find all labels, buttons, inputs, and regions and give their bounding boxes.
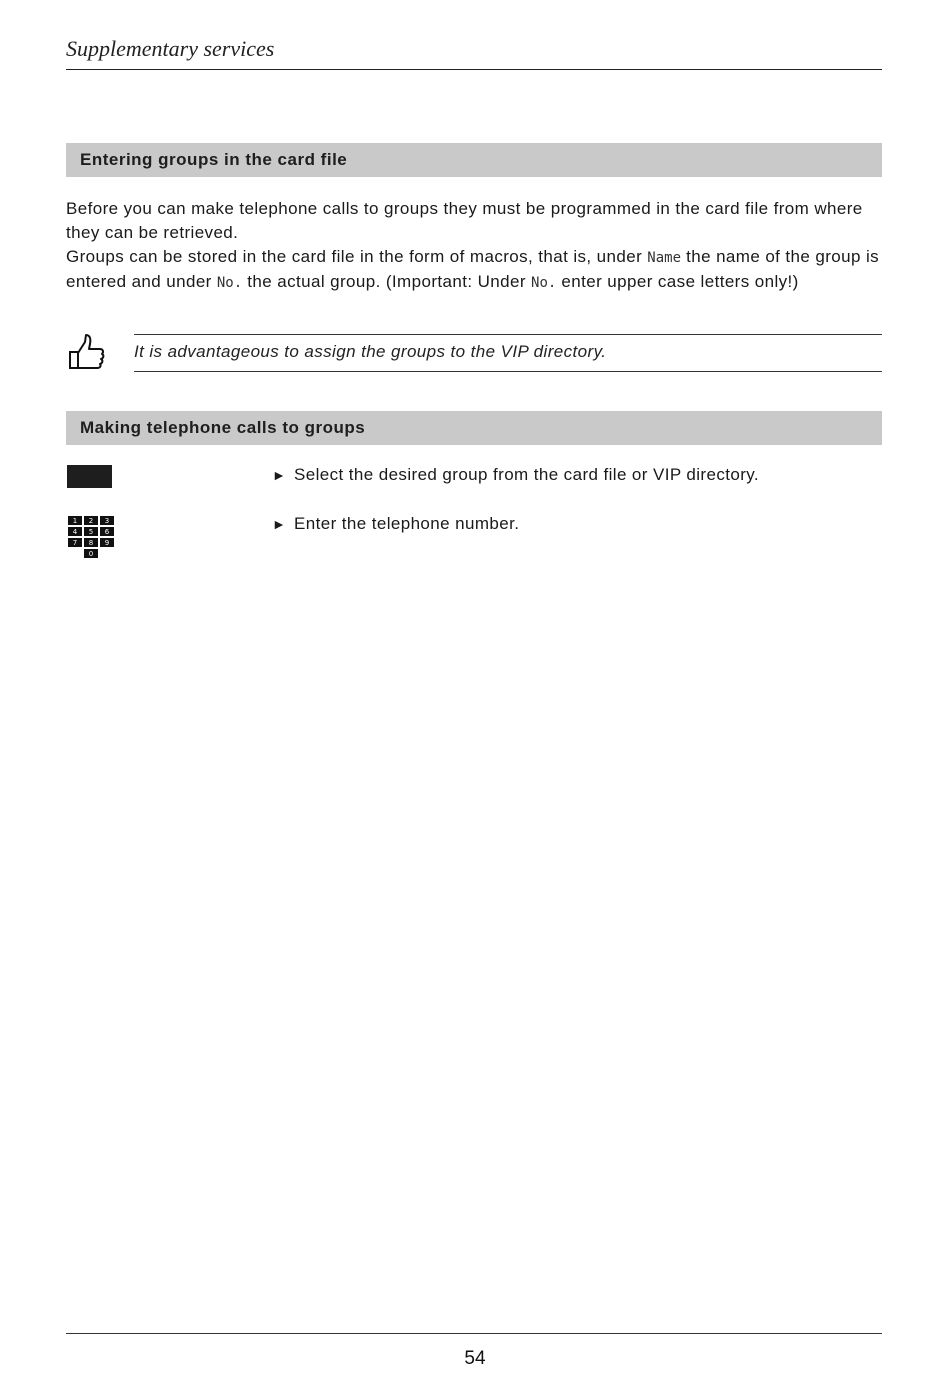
step-text: Enter the telephone number. — [294, 514, 520, 533]
keypad-key: 0 — [88, 550, 94, 558]
arrow-icon: ► — [272, 467, 287, 483]
keypad-key: 2 — [88, 517, 94, 525]
number-field-label: No. — [531, 275, 557, 291]
macro-text-1: Groups can be stored in the card file in the form of macros, that is, under — [66, 247, 648, 266]
keypad-key: 3 — [104, 517, 110, 525]
arrow-icon: ► — [272, 516, 287, 532]
keypad-key: 5 — [88, 528, 94, 536]
keypad-key: 6 — [104, 528, 110, 536]
page-number: 54 — [464, 1348, 486, 1369]
step-text: Select the desired group from the card file or VIP directory. — [294, 465, 760, 484]
footer-rule — [66, 1333, 882, 1334]
macro-paragraph — [66, 245, 882, 295]
tip-bottom-rule — [134, 371, 882, 372]
number-field-label: No. — [216, 275, 243, 291]
macro-text-4: enter upper case letters only!) — [556, 272, 799, 291]
macro-text-3: the actual group. (Important: Under — [242, 272, 532, 291]
keypad-icon — [67, 515, 115, 559]
display-key-icon — [67, 465, 112, 488]
macro-text-2: the name of the group is entered and under — [66, 247, 880, 291]
keypad-key: 7 — [72, 539, 78, 547]
header-title: Supplementary services — [66, 36, 275, 61]
keypad-key: 1 — [72, 517, 78, 525]
section-heading-entering-groups — [66, 143, 882, 177]
step-select-group — [272, 465, 759, 485]
keypad-key: 4 — [72, 528, 78, 536]
tip-top-rule — [134, 334, 882, 335]
section-heading-text: Entering groups in the card file — [80, 150, 348, 169]
keypad-key: 9 — [104, 539, 110, 547]
section-heading-making-calls — [66, 411, 882, 445]
header-rule — [66, 69, 882, 70]
keypad-key: 8 — [88, 539, 94, 547]
intro-paragraph: Before you can make telephone calls to groups they must be programmed in the card file from where they can be retrieved. — [66, 199, 863, 242]
tip-text: It is advantageous to assign the groups to the VIP directory. — [134, 342, 607, 361]
step-enter-number — [272, 514, 519, 534]
thumbs-up-icon — [66, 332, 108, 374]
section-heading-text: Making telephone calls to groups — [80, 418, 366, 437]
name-field-label: Name — [647, 250, 681, 266]
